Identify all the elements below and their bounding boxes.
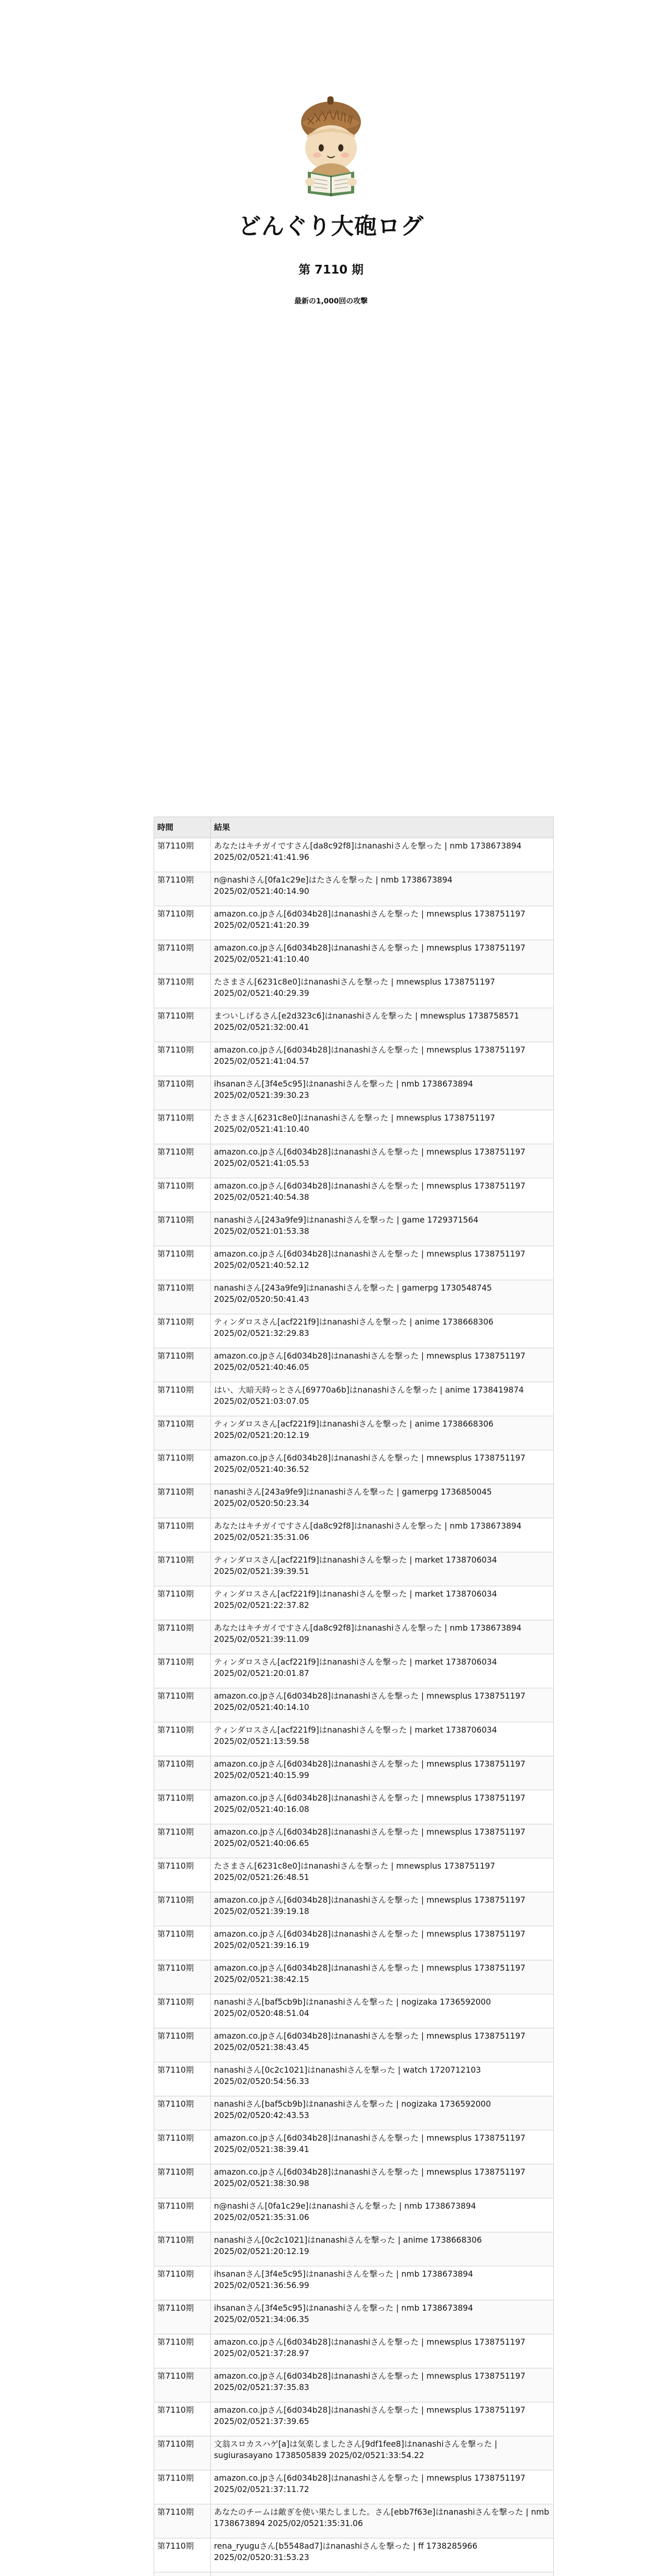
row-period: 第7110期 [154, 2096, 211, 2130]
table-row [154, 1280, 554, 1314]
attack-log-table-container [154, 817, 554, 2576]
table-row [154, 1994, 554, 2028]
table-row [154, 1756, 554, 1790]
row-period: 第7110期 [154, 2402, 211, 2436]
row-result [211, 2572, 554, 2576]
row-result: ティンダロスさん[acf221f9]はnanashiさんを撃った | anime 1738668306 2025/02/0521:32:29.83 [211, 1314, 554, 1348]
row-result: ihsananさん[3f4e5c95]はnanashiさんを撃った | nmb 1738673894 2025/02/0521:36:56.99 [211, 2266, 554, 2300]
row-period: 第7110期 [154, 1042, 211, 1076]
table-row [154, 1042, 554, 1076]
table-row [154, 872, 554, 906]
table-row [154, 1926, 554, 1960]
row-result: amazon.co.jpさん[6d034b28]はnanashiさんを撃った | mnewsplus 1738751197 2025/02/0521:41:20.39 [211, 906, 554, 940]
row-result: nanashiさん[baf5cb9b]はnanashiさんを撃った | nogizaka 1736592000 2025/02/0520:42:43.53 [211, 2096, 554, 2130]
row-result: ティンダロスさん[acf221f9]はnanashiさんを撃った | market 1738706034 2025/02/0521:39:39.51 [211, 1552, 554, 1586]
row-result: amazon.co.jpさん[6d034b28]はnanashiさんを撃った | mnewsplus 1738751197 2025/02/0521:40:52.12 [211, 1246, 554, 1280]
row-result: amazon.co.jpさん[6d034b28]はnanashiさんを撃った | mnewsplus 1738751197 2025/02/0521:39:16.19 [211, 1926, 554, 1960]
row-result: nanashiさん[baf5cb9b]はnanashiさんを撃った | nogizaka 1736592000 2025/02/0520:48:51.04 [211, 1994, 554, 2028]
table-row [154, 1178, 554, 1212]
column-header-result: 結果 [211, 817, 554, 838]
table-row [154, 1518, 554, 1552]
row-period: 第7110期 [154, 2504, 211, 2538]
row-result: n@nashiさん[0fa1c29e]はnanashiさんを撃った | nmb 1738673894 2025/02/0521:35:31.06 [211, 2198, 554, 2232]
row-result: ティンダロスさん[acf221f9]はnanashiさんを撃った | anime 1738668306 2025/02/0521:20:12.19 [211, 1416, 554, 1450]
row-result: ティンダロスさん[acf221f9]はnanashiさんを撃った | market 1738706034 2025/02/0521:22:37.82 [211, 1586, 554, 1620]
table-row [154, 2198, 554, 2232]
row-result: amazon.co.jpさん[6d034b28]はnanashiさんを撃った | mnewsplus 1738751197 2025/02/0521:40:54.38 [211, 1178, 554, 1212]
row-period: 第7110期 [154, 2368, 211, 2402]
row-period: 第7110期 [154, 1348, 211, 1382]
row-period: 第7110期 [154, 1654, 211, 1688]
table-row [154, 1960, 554, 1994]
row-result: ティンダロスさん[acf221f9]はnanashiさんを撃った | market 1738706034 2025/02/0521:20:01.87 [211, 1654, 554, 1688]
row-result: amazon.co.jpさん[6d034b28]はnanashiさんを撃った | mnewsplus 1738751197 2025/02/0521:37:39.65 [211, 2402, 554, 2436]
row-period: 第7110期 [154, 1824, 211, 1858]
row-result: amazon.co.jpさん[6d034b28]はnanashiさんを撃った | mnewsplus 1738751197 2025/02/0521:37:35.83 [211, 2368, 554, 2402]
row-period: 第7110期 [154, 2300, 211, 2334]
row-result: amazon.co.jpさん[6d034b28]はnanashiさんを撃った | mnewsplus 1738751197 2025/02/0521:38:43.45 [211, 2028, 554, 2062]
row-period: 第7110期 [154, 2062, 211, 2096]
table-row [154, 2334, 554, 2368]
table-row [154, 1382, 554, 1416]
row-period: 第7110期 [154, 1994, 211, 2028]
table-row [154, 2368, 554, 2402]
row-period: 第7110期 [154, 2232, 211, 2266]
row-result: nanashiさん[243a9fe9]はnanashiさんを撃った | game 1729371564 2025/02/0521:01:53.38 [211, 1212, 554, 1246]
table-row [154, 2504, 554, 2538]
table-row [154, 1892, 554, 1926]
row-period: 第7110期 [154, 940, 211, 974]
row-period: 第7110期 [154, 1858, 211, 1892]
period-heading: 第 7110 期 [298, 263, 364, 277]
row-result: rena_ryuguさん[b5548ad7]はnanashiさんを撃った | ff 1738285966 2025/02/0520:31:53.23 [211, 2538, 554, 2572]
row-period: 第7110期 [154, 1756, 211, 1790]
row-result: amazon.co.jpさん[6d034b28]はnanashiさんを撃った | mnewsplus 1738751197 2025/02/0521:40:06.65 [211, 1824, 554, 1858]
table-row [154, 1484, 554, 1518]
row-result: amazon.co.jpさん[6d034b28]はnanashiさんを撃った | mnewsplus 1738751197 2025/02/0521:40:14.10 [211, 1688, 554, 1722]
table-row [154, 1314, 554, 1348]
table-row [154, 2164, 554, 2198]
row-period: 第7110期 [154, 1790, 211, 1824]
table-row [154, 2572, 554, 2576]
row-result: amazon.co.jpさん[6d034b28]はnanashiさんを撃った | mnewsplus 1738751197 2025/02/0521:37:28.97 [211, 2334, 554, 2368]
row-period [154, 2572, 211, 2576]
row-period: 第7110期 [154, 2266, 211, 2300]
row-period: 第7110期 [154, 1144, 211, 1178]
row-period: 第7110期 [154, 872, 211, 906]
row-period: 第7110期 [154, 974, 211, 1008]
row-period: 第7110期 [154, 1076, 211, 1110]
table-row [154, 1824, 554, 1858]
row-period: 第7110期 [154, 1416, 211, 1450]
row-result: たさまさん[6231c8e0]はnanashiさんを撃った | mnewsplus 1738751197 2025/02/0521:40:29.39 [211, 974, 554, 1008]
row-result: あなたはキチガイですさん[da8c92f8]はnanashiさんを撃った | nmb 1738673894 2025/02/0521:35:31.06 [211, 1518, 554, 1552]
table-row [154, 1552, 554, 1586]
row-result: nanashiさん[0c2c1021]はnanashiさんを撃った | anime 1738668306 2025/02/0521:20:12.19 [211, 2232, 554, 2266]
row-result: amazon.co.jpさん[6d034b28]はnanashiさんを撃った | mnewsplus 1738751197 2025/02/0521:38:30.98 [211, 2164, 554, 2198]
row-period: 第7110期 [154, 1008, 211, 1042]
row-result: nanashiさん[243a9fe9]はnanashiさんを撃った | gamerpg 1730548745 2025/02/0520:50:41.43 [211, 1280, 554, 1314]
table-row [154, 1450, 554, 1484]
table-row [154, 2436, 554, 2470]
row-result: amazon.co.jpさん[6d034b28]はnanashiさんを撃った | mnewsplus 1738751197 2025/02/0521:41:05.53 [211, 1144, 554, 1178]
row-period: 第7110期 [154, 1892, 211, 1926]
attack-log-body [154, 838, 554, 2576]
row-period: 第7110期 [154, 1246, 211, 1280]
row-result: ティンダロスさん[acf221f9]はnanashiさんを撃った | market 1738706034 2025/02/0521:13:59.58 [211, 1722, 554, 1756]
table-row [154, 2538, 554, 2572]
table-row [154, 2300, 554, 2334]
table-row [154, 1246, 554, 1280]
row-result: 文翁スロカスハゲ[a]は気楽しましたさん[9df1fee8]はnanashiさんを撃った | sugiurasayano 1738505839 2025/02/0521:33:54.22 [211, 2436, 554, 2470]
row-period: 第7110期 [154, 2470, 211, 2504]
table-row [154, 974, 554, 1008]
table-row [154, 1008, 554, 1042]
row-period: 第7110期 [154, 1110, 211, 1144]
row-period: 第7110期 [154, 1484, 211, 1518]
row-period: 第7110期 [154, 1382, 211, 1416]
row-result: たさまさん[6231c8e0]はnanashiさんを撃った | mnewsplus 1738751197 2025/02/0521:41:10.40 [211, 1110, 554, 1144]
table-row [154, 940, 554, 974]
row-period: 第7110期 [154, 2538, 211, 2572]
row-period: 第7110期 [154, 906, 211, 940]
row-period: 第7110期 [154, 2164, 211, 2198]
row-result: amazon.co.jpさん[6d034b28]はnanashiさんを撃った | mnewsplus 1738751197 2025/02/0521:38:39.41 [211, 2130, 554, 2164]
table-row [154, 1416, 554, 1450]
row-period: 第7110期 [154, 1586, 211, 1620]
row-period: 第7110期 [154, 1960, 211, 1994]
table-row [154, 2470, 554, 2504]
row-result: amazon.co.jpさん[6d034b28]はnanashiさんを撃った | mnewsplus 1738751197 2025/02/0521:39:19.18 [211, 1892, 554, 1926]
row-period: 第7110期 [154, 1212, 211, 1246]
row-period: 第7110期 [154, 1722, 211, 1756]
row-period: 第7110期 [154, 1280, 211, 1314]
row-result: ihsananさん[3f4e5c95]はnanashiさんを撃った | nmb 1738673894 2025/02/0521:39:30.23 [211, 1076, 554, 1110]
table-row [154, 1076, 554, 1110]
table-row [154, 1858, 554, 1892]
row-period: 第7110期 [154, 1552, 211, 1586]
table-row [154, 1586, 554, 1620]
row-result: amazon.co.jpさん[6d034b28]はnanashiさんを撃った | mnewsplus 1738751197 2025/02/0521:40:15.99 [211, 1756, 554, 1790]
row-result: まついしげるさん[e2d323c6]はnanashiさんを撃った | mnewsplus 1738758571 2025/02/0521:32:00.41 [211, 1008, 554, 1042]
table-row [154, 2130, 554, 2164]
row-result: amazon.co.jpさん[6d034b28]はnanashiさんを撃った | mnewsplus 1738751197 2025/02/0521:37:11.72 [211, 2470, 554, 2504]
row-period: 第7110期 [154, 2130, 211, 2164]
table-row [154, 1144, 554, 1178]
table-row [154, 2028, 554, 2062]
row-period: 第7110期 [154, 1314, 211, 1348]
row-result: amazon.co.jpさん[6d034b28]はnanashiさんを撃った | mnewsplus 1738751197 2025/02/0521:41:10.40 [211, 940, 554, 974]
table-row [154, 1212, 554, 1246]
row-period: 第7110期 [154, 1450, 211, 1484]
row-result: n@nashiさん[0fa1c29e]はたさんを撃った | nmb 1738673894 2025/02/0521:40:14.90 [211, 872, 554, 906]
row-result: あなたはキチガイですさん[da8c92f8]はnanashiさんを撃った | nmb 1738673894 2025/02/0521:41:41.96 [211, 838, 554, 872]
table-row [154, 2232, 554, 2266]
row-result: amazon.co.jpさん[6d034b28]はnanashiさんを撃った | mnewsplus 1738751197 2025/02/0521:40:46.05 [211, 1348, 554, 1382]
row-period: 第7110期 [154, 2028, 211, 2062]
page-subtitle: 最新の1,000回の攻撃 [294, 297, 368, 306]
row-result: あなたはキチガイですさん[da8c92f8]はnanashiさんを撃った | nmb 1738673894 2025/02/0521:39:11.09 [211, 1620, 554, 1654]
column-header-time: 時間 [154, 817, 211, 838]
page-header [0, 0, 662, 306]
table-row [154, 1688, 554, 1722]
table-row [154, 1110, 554, 1144]
table-row [154, 2096, 554, 2130]
acorn-mascot-icon [287, 90, 375, 198]
row-result: はい、大暗天時っとさん[69770a6b]はnanashiさんを撃った | anime 1738419874 2025/02/0521:03:07.05 [211, 1382, 554, 1416]
row-period: 第7110期 [154, 838, 211, 872]
row-result: amazon.co.jpさん[6d034b28]はnanashiさんを撃った | mnewsplus 1738751197 2025/02/0521:40:36.52 [211, 1450, 554, 1484]
row-result: amazon.co.jpさん[6d034b28]はnanashiさんを撃った | mnewsplus 1738751197 2025/02/0521:38:42.15 [211, 1960, 554, 1994]
table-row [154, 1348, 554, 1382]
table-row [154, 2266, 554, 2300]
row-result: あなたのチームは敵ぎを使い果たしました。さん[ebb7f63e]はnanashiさんを撃った | nmb 1738673894 2025/02/0521:35:31.06 [211, 2504, 554, 2538]
row-period: 第7110期 [154, 2436, 211, 2470]
row-result: amazon.co.jpさん[6d034b28]はnanashiさんを撃った | mnewsplus 1738751197 2025/02/0521:41:04.57 [211, 1042, 554, 1076]
row-period: 第7110期 [154, 1518, 211, 1552]
attack-log-table [154, 817, 554, 2576]
row-result: amazon.co.jpさん[6d034b28]はnanashiさんを撃った | mnewsplus 1738751197 2025/02/0521:40:16.08 [211, 1790, 554, 1824]
row-result: nanashiさん[243a9fe9]はnanashiさんを撃った | gamerpg 1736850045 2025/02/0520:50:23.34 [211, 1484, 554, 1518]
page-title: どんぐり大砲ログ [238, 213, 424, 240]
table-row [154, 2402, 554, 2436]
table-row [154, 1654, 554, 1688]
row-result: nanashiさん[0c2c1021]はnanashiさんを撃った | watch 1720712103 2025/02/0520:54:56.33 [211, 2062, 554, 2096]
row-period: 第7110期 [154, 2334, 211, 2368]
table-row [154, 838, 554, 872]
table-row [154, 906, 554, 940]
table-header-row [154, 817, 554, 838]
row-period: 第7110期 [154, 1688, 211, 1722]
row-period: 第7110期 [154, 2198, 211, 2232]
row-result: ihsananさん[3f4e5c95]はnanashiさんを撃った | nmb 1738673894 2025/02/0521:34:06.35 [211, 2300, 554, 2334]
row-period: 第7110期 [154, 1620, 211, 1654]
table-row [154, 1620, 554, 1654]
row-period: 第7110期 [154, 1178, 211, 1212]
row-period: 第7110期 [154, 1926, 211, 1960]
table-row [154, 2062, 554, 2096]
table-row [154, 1790, 554, 1824]
table-row [154, 1722, 554, 1756]
row-result: たさまさん[6231c8e0]はnanashiさんを撃った | mnewsplus 1738751197 2025/02/0521:26:48.51 [211, 1858, 554, 1892]
